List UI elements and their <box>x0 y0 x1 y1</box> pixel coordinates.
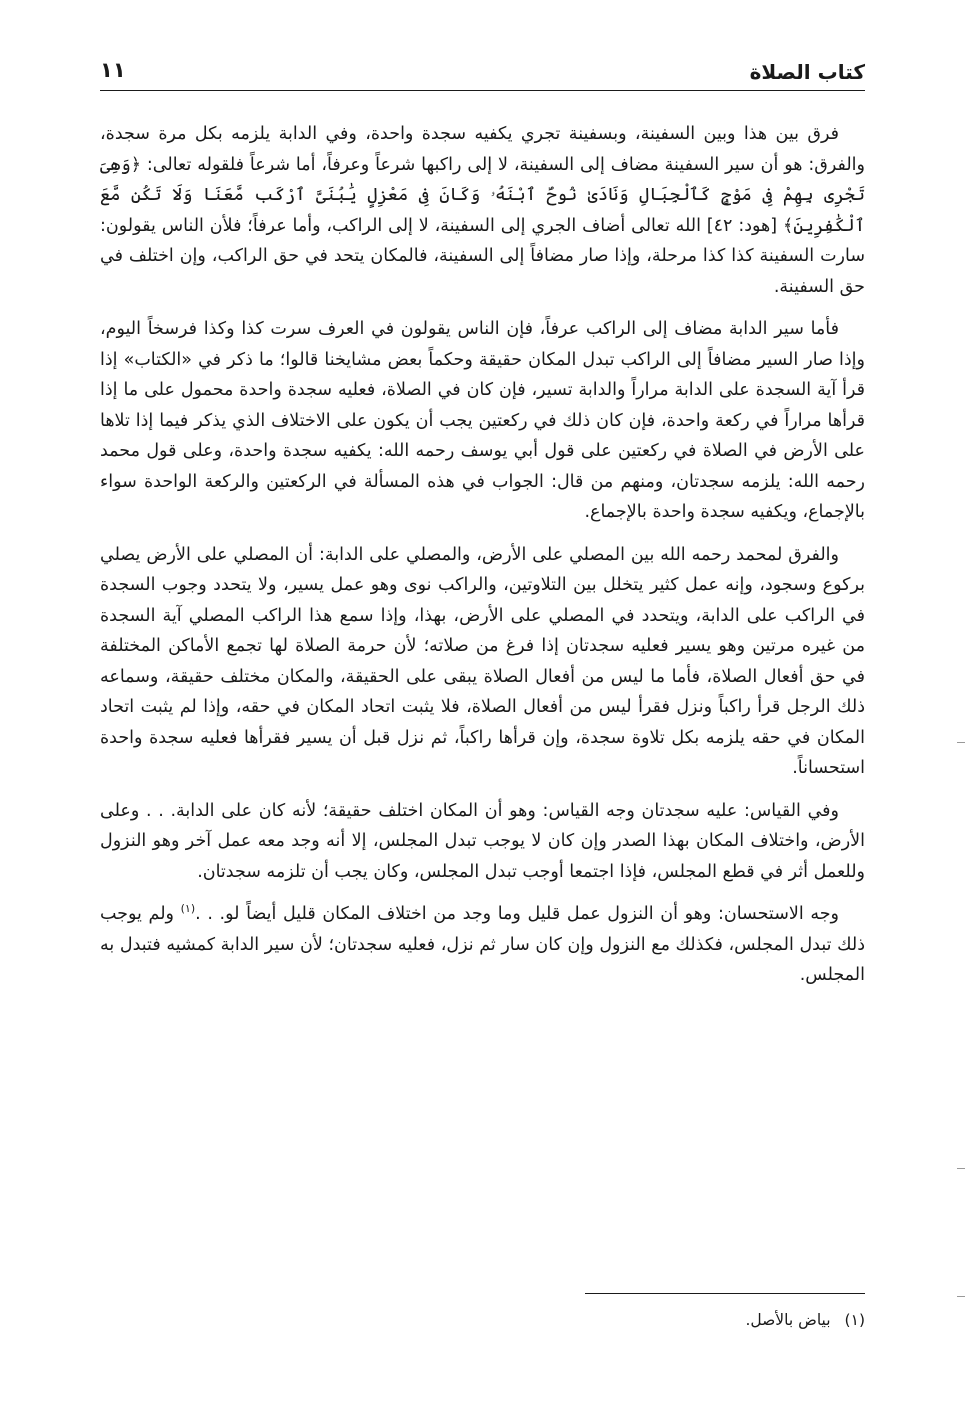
footnote <box>745 1308 865 1332</box>
book-title: كتاب الصلاة <box>749 60 865 84</box>
paragraph-1-text-before: فرق بين هذا وبين السفينة، وبسفينة تجري يكفيه سجدة واحدة، وفي الدابة يلزمه بكل مرة سجدة، والفرق: هو أن سير السفينة مضاف إلى السفينة، لا إلى راكبها شرعاً وعرفاً، أما شرعاً فلقوله تعالى: <box>100 124 865 175</box>
paragraph-5-text-before: وجه الاستحسان: وهو أن النزول عمل قليل وما وجد من اختلاف المكان قليل أيضاً لو. . . <box>195 904 840 924</box>
footnote-reference[interactable]: (١) <box>180 902 196 916</box>
paragraph-1 <box>100 119 865 302</box>
paragraph-3: والفرق لمحمد رحمه الله بين المصلي على الأرض، والمصلي على الدابة: أن المصلي على الأرض يصلي بركوع وسجود، وإنه عمل كثير يتخلل بين التلاوتين، والراكب نوى وهو عمل يسير، ولا يتحدد وجوب السجدة في الراكب على الدابة، ويتحدد في المصلي على الأرض، بهذا، وإذا سمع هذا الراكب المصلي آية السجدة من غيره مرتين وهو يسير فعليه سجدتان إذا فرغ من صلاته؛ لأن حرمة الصلاة لها تجمع الأماكن المختلفة في حق أفعال الصلاة، فأما ما ليس من أفعال الصلاة يبقى على الحقيقة، والمكان مختلف حقيقة، وسماعه ذلك الرجل قرأ راكباً ونزل فقرأ ليس من أفعال الصلاة، فلا يثبت اتحاد المكان في حقه، وإذا لم يثبت اتحاد المكان في حقه يلزمه بكل تلاوة سجدة، وإن قرأها راكباً، ثم نزل قبل أن يسير فقرأها فعليه سجدة واحدة استحساناً. <box>100 544 865 778</box>
book-page <box>100 50 865 1390</box>
body-text <box>100 119 865 991</box>
page-header <box>100 50 865 91</box>
footnote-number: (١) <box>844 1311 865 1329</box>
paragraph-2: فأما سير الدابة مضاف إلى الراكب عرفاً، فإن الناس يقولون في العرف سرت كذا وكذا فرسخاً اليوم، وإذا صار السير مضافاً إلى الراكب تبدل المكان حقيقة وحكماً بعض مشايخنا قالوا؛ ما ذكر في «الكتاب» إذا قرأ آية السجدة على الدابة مراراً والدابة تسير، فإن كان في الصلاة، فعليه سجدة واحدة محمول على ما إذا قرأها مراراً في ركعة واحدة، فإن كان ذلك في ركعتين يجب أن يكون على الاختلاف الذي يذكر فيما إذا تلاها على الأرض في الصلاة في ركعتين على قول أبي يوسف رحمه الله: يكفيه سجدة واحدة، وعلى قول محمد رحمه الله: يلزمه سجدتان، ومنهم من قال: الجواب في هذه المسألة في الركعتين والركعة الواحدة سواء بالإجماع، ويكفيه سجدة واحدة بالإجماع. <box>100 319 865 522</box>
footnote-text: بياض بالأصل. <box>745 1311 831 1329</box>
paragraph-4: وفي القياس: عليه سجدتان وجه القياس: وهو أن المكان اختلف حقيقة؛ لأنه كان على الدابة. . . وعلى الأرض، واختلاف المكان بهذا الصدر وإن كان لا يوجب تبدل المجلس، إلا أنه وجد معه عمل آخر وهو النزول وللعمل أثر في قطع المجلس، فإذا اجتمعا أوجب تبدل المجلس، وكان يجب أن تلزمه سجدتان. <box>100 800 865 882</box>
page-number: ١١ <box>100 58 126 82</box>
paragraph-5-text-after: ولم يوجب ذلك تبدل المجلس، فكذلك مع النزول وإن كان سار ثم نزل، فعليه سجدتان؛ لأن سير الدابة كمشيه فتبدل به المجلس. <box>100 904 865 985</box>
paragraph-5 <box>100 899 865 991</box>
quran-verse: ﴿وَهِىَ تَجْرِى بِهِمْ فِى مَوْجٍ كَٱلْجِبَالِ وَنَادَىٰ نُوحٌ ٱبْنَهُۥ وَكَانَ فِى مَعْزِلٍ يَٰبُنَىَّ ٱرْكَب مَّعَنَا وَلَا تَكُن مَّعَ ٱلْكَٰفِرِينَ﴾ <box>100 154 865 236</box>
margin-mark <box>957 742 965 743</box>
paragraph-1-text-after: [هود: ٤٢] الله تعالى أضاف الجري إلى السفينة، لا إلى الراكب، وأما عرفاً؛ فلأن الناس يقولون: سارت السفينة كذا كذا مرحلة، وإذا صار مضافاً إلى السفينة، فالمكان يتحد في حق الراكب، وإن اختلف في حق السفينة. <box>100 215 865 297</box>
footnote-divider <box>585 1293 865 1294</box>
margin-mark <box>957 1168 965 1169</box>
margin-mark <box>957 1296 965 1297</box>
